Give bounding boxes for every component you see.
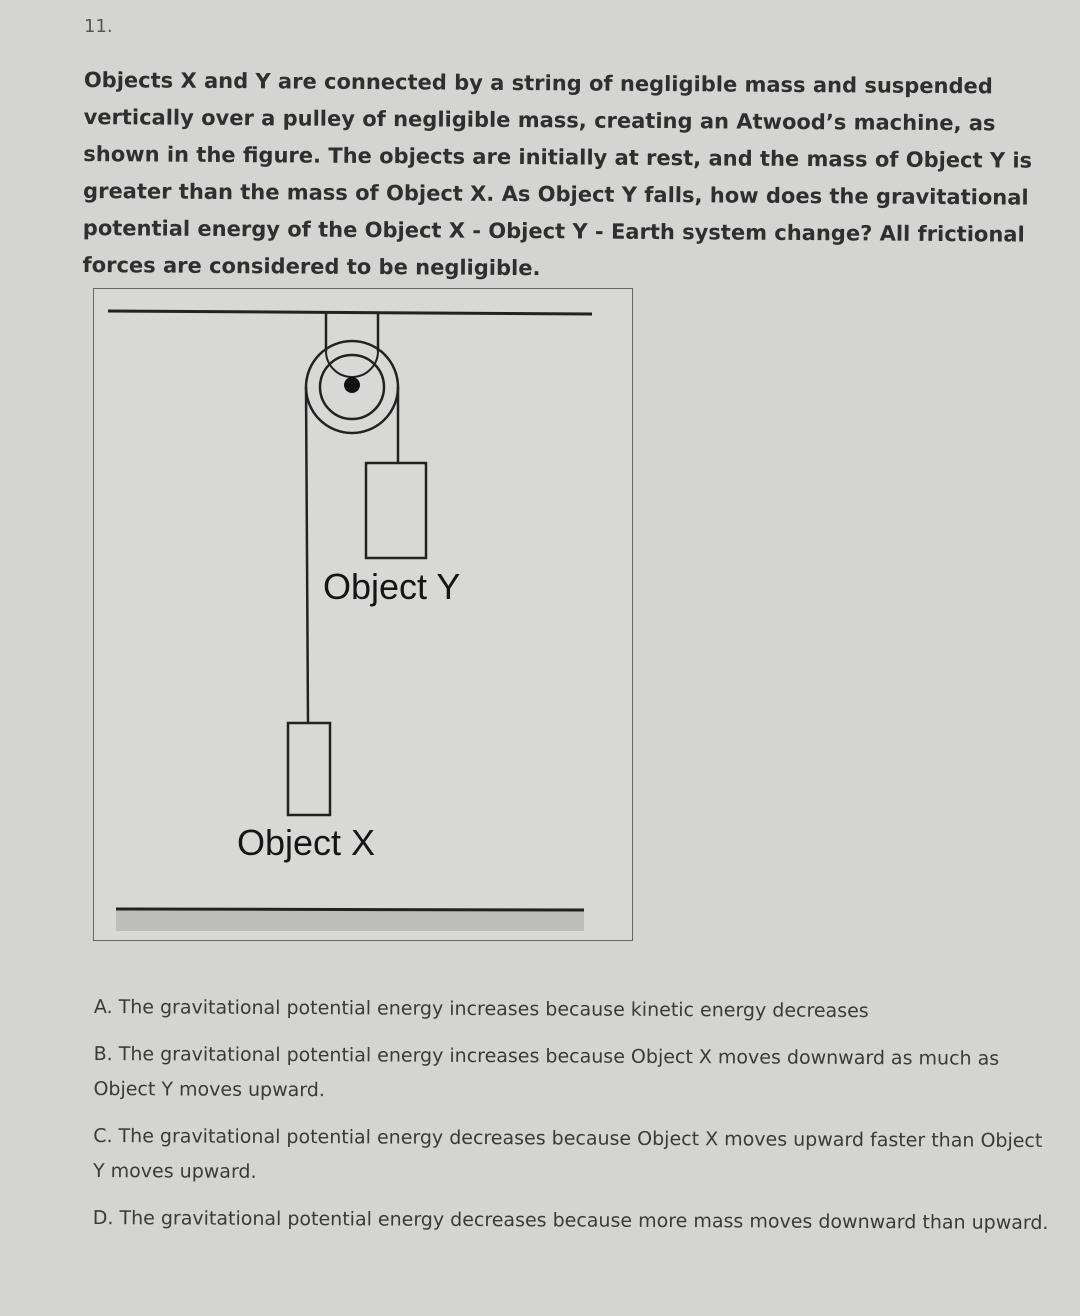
choice-c[interactable]: C. The gravitational potential energy decreases because Object X moves upward faster than Object Y moves upward. xyxy=(92,1124,1043,1183)
object-x-label: Object X xyxy=(237,822,376,863)
object-x-box xyxy=(288,723,330,815)
choice-a[interactable]: A. The gravitational potential energy increases because kinetic energy decreases xyxy=(93,995,869,1023)
atwood-machine-figure xyxy=(93,288,633,941)
answer-choices xyxy=(93,990,1054,1253)
object-y-box xyxy=(366,463,426,558)
floor-line xyxy=(116,909,584,910)
object-y-label: Object Y xyxy=(323,566,461,607)
question-text: Objects X and Y are connected by a string of negligible mass and suspended vertically over a pulley of negligible mass, creating an Atwood’s machine, as shown in the figure. The objects are initially at rest, and the mass of Object Y is greater than the mass of Object X. As Object Y falls, how does the gravitational potential energy of the Object X - Object Y - Earth system change? All frictional forces are considered to be negligible. xyxy=(82,67,1033,281)
string-left xyxy=(306,387,308,723)
floor-shading xyxy=(116,909,584,931)
choice-d[interactable]: D. The gravitational potential energy decreases because more mass moves downward than upward. xyxy=(92,1206,1049,1235)
pulley-axle xyxy=(344,377,360,393)
ceiling-line xyxy=(108,311,592,314)
choice-b[interactable]: B. The gravitational potential energy increases because Object X moves downward as much as Object Y moves upward. xyxy=(93,1042,1000,1102)
question-number: 11. xyxy=(84,16,113,37)
